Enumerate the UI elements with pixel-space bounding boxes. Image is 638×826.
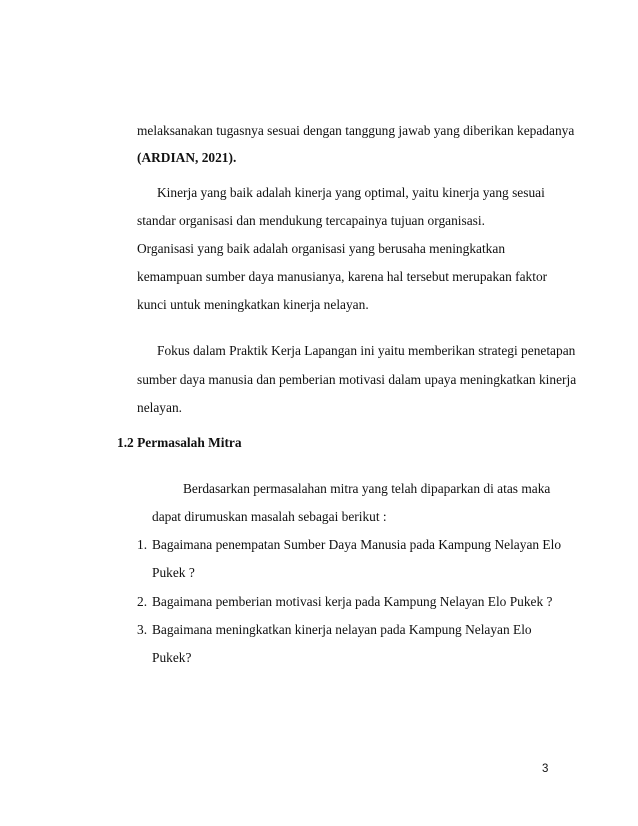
paragraph-intro-line-2: dapat dirumuskan masalah sebagai berikut : (152, 509, 387, 524)
paragraph-kinerja-line-5: kunci untuk meningkatkan kinerja nelayan. (137, 297, 369, 312)
list-item-number: 1. (137, 537, 148, 552)
list-item-number: 2. (137, 594, 148, 609)
list-item-number: 3. (137, 622, 148, 637)
paragraph-fokus-line-1: Fokus dalam Praktik Kerja Lapangan ini yaitu memberikan strategi penetapan (157, 343, 576, 358)
list-item-3-line-1: Bagaimana meningkatkan kinerja nelayan pada Kampung Nelayan Elo (152, 622, 532, 637)
citation-ardian: (ARDIAN, 2021). (137, 150, 237, 165)
list-item-3-line-2: Pukek? (152, 650, 192, 665)
list-item-2-line-1: Bagaimana pemberian motivasi kerja pada Kampung Nelayan Elo Pukek ? (152, 594, 553, 609)
paragraph-fokus-line-3: nelayan. (137, 400, 182, 415)
paragraph-fokus-line-2: sumber daya manusia dan pemberian motivasi dalam upaya meningkatkan kinerja (137, 372, 577, 387)
paragraph-kinerja-line-4: kemampuan sumber daya manusianya, karena hal tersebut merupakan faktor (137, 269, 548, 284)
paragraph-continuation-line-1: melaksanakan tugasnya sesuai dengan tanggung jawab yang diberikan kepadanya (137, 123, 575, 138)
page-number: 3 (542, 763, 549, 775)
paragraph-kinerja-line-1: Kinerja yang baik adalah kinerja yang optimal, yaitu kinerja yang sesuai (157, 185, 545, 200)
list-item-1-line-2: Pukek ? (152, 565, 195, 580)
paragraph-kinerja-line-2: standar organisasi dan mendukung tercapainya tujuan organisasi. (137, 213, 485, 228)
paragraph-kinerja-line-3: Organisasi yang baik adalah organisasi yang berusaha meningkatkan (137, 241, 506, 256)
section-heading: 1.2 Permasalah Mitra (117, 435, 242, 450)
paragraph-intro-line-1: Berdasarkan permasalahan mitra yang telah dipaparkan di atas maka (183, 481, 551, 496)
list-item-1-line-1: Bagaimana penempatan Sumber Daya Manusia pada Kampung Nelayan Elo (152, 537, 562, 552)
